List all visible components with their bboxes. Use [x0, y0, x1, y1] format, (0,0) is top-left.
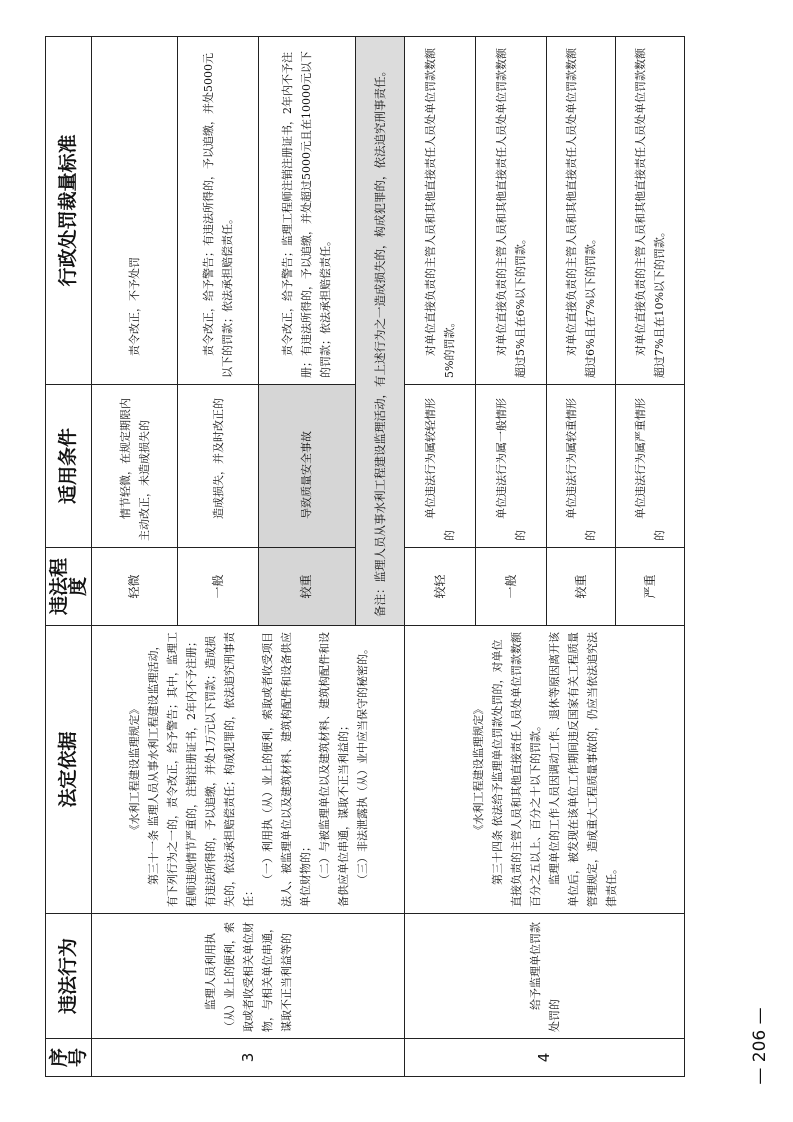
table-row: [405, 37, 476, 1077]
act-cell: [92, 914, 405, 1039]
degree-cell: 一般: [476, 548, 547, 626]
basis-cell: [405, 626, 685, 914]
cond-text: 单位违法行为属较轻情形的: [424, 398, 457, 541]
act-cell: [405, 914, 685, 1039]
cond-text: 单位违法行为属较重情形的: [565, 398, 598, 541]
std-cell: [616, 37, 685, 385]
seq-cell: 3: [92, 1039, 405, 1077]
basis-title: 《水利工程建设监理规定》: [127, 703, 141, 836]
degree-cell: 轻微: [92, 548, 178, 626]
std-cell: [547, 37, 616, 385]
degree-cell: 严重: [616, 548, 685, 626]
cond-cell: [616, 385, 685, 548]
cond-text: 导致质量安全事故: [300, 431, 314, 519]
penalty-table: [45, 36, 685, 1077]
basis-para: （三）非法泄露执（从）业中应当保守的秘密的。: [355, 643, 369, 885]
basis-para: 第三十四条 依法给予监理单位罚款处罚的，对单位直接负责的主管人员和其他直接责任人员处单位罚款数额百分之五以上、百分之十以下的罚款。: [490, 632, 542, 907]
page-number: [740, 1006, 780, 1086]
degree-cell: 较重: [258, 548, 355, 626]
degree-cell: 较轻: [405, 548, 476, 626]
cond-cell: [405, 385, 476, 548]
std-cell: [258, 37, 355, 385]
table-row: [92, 37, 178, 1077]
cond-cell: [258, 385, 355, 548]
std-text: 责令改正，给予警告；有违法所得的，予以追缴，并处5000元以下的罚款；依法承担赔偿责任。: [202, 53, 235, 378]
cond-cell: [476, 385, 547, 548]
cond-cell: [178, 385, 259, 548]
std-text: 对单位直接负责的主管人员和其他直接责任人员处单位罚款数额5%的罚款。: [424, 48, 457, 378]
std-cell: [178, 37, 259, 385]
header-degree: 违法程度: [46, 548, 92, 626]
cond-text: 造成损失，并及时改正的: [211, 398, 225, 519]
std-text: 对单位直接负责的主管人员和其他直接责任人员处单位罚款数额超过7%且在10%以下的罚款。: [634, 48, 667, 378]
cond-text: 单位违法行为属严重情形的: [634, 398, 667, 541]
basis-para: （一）利用执（从）业上的便利，索取或者收受项目法人、被监理单位以及建筑材料、建筑构配件和设备供应单位财物的；: [260, 632, 312, 907]
rotated-page: [45, 37, 685, 1077]
cond-cell: [92, 385, 178, 548]
cond-text: 情节轻微，在规定期限内主动改正，未造成损失的: [118, 398, 151, 541]
basis-cell: [92, 626, 405, 914]
act-text: 监理人员利用执（从）业上的便利，索取或者收受相关单位财物，与相关单位串通，谋取不正当利益等的: [203, 922, 293, 1032]
std-text: 对单位直接负责的主管人员和其他直接责任人员处单位罚款数额超过5%且在6%以下的罚款。: [495, 48, 528, 378]
std-text: 对单位直接负责的主管人员和其他直接责任人员处单位罚款数额超过6%且在7%以下的罚款。: [565, 48, 598, 378]
std-cell: [405, 37, 476, 385]
header-row: [46, 37, 92, 1077]
degree-cell: 较重: [547, 548, 616, 626]
cond-cell: [547, 385, 616, 548]
header-basis: 法定依据: [46, 626, 92, 914]
note-cell: 备注：监理人员从事水利工程建设监理活动，有上述行为之一造成损失的，构成犯罪的，依法追究刑事责任。: [355, 37, 404, 626]
basis-para: （二）与被监理单位以及建筑材料、建筑构配件和设备供应单位串通，谋取不正当利益的；: [317, 632, 350, 907]
header-std: 行政处罚裁量标准: [46, 37, 92, 385]
basis-para: 监理单位的工作人员因调动工作、退休等原因离开该单位后，被发现在该单位工作期间违反国家有关工程质量管理规定，造成重大工程质量事故的，仍应当依法追究法律责任。: [547, 632, 618, 907]
std-cell: [476, 37, 547, 385]
basis-title: 《水利工程建设监理规定》: [471, 703, 485, 836]
degree-cell: 一般: [178, 548, 259, 626]
header-seq: 序号: [46, 1039, 92, 1077]
header-cond: 适用条件: [46, 385, 92, 548]
page-number-text: — 206 —: [750, 1007, 770, 1085]
std-text: 责令改正，给予警告；监理工程师注销注册证书，2年内不予注册；有违法所得的，予以追缴，并处超过5000元且在10000元以下的罚款；依法承担赔偿责任。: [281, 51, 333, 378]
act-text: 给予监理单位罚款处罚的: [528, 922, 561, 1032]
seq-cell: 4: [405, 1039, 685, 1077]
header-act: 违法行为: [46, 914, 92, 1039]
std-text: 责令改正，不予处罚: [128, 257, 142, 356]
cond-text: 单位违法行为属一般情形的: [495, 398, 528, 541]
basis-para: 第三十一条 监理人员从事水利工程建设监理活动，有下列行为之一的，责令改正，给予警告；其中，监理工程师违规情节严重的，注销注册证书，2年内不予注册；有违法所得的，予以追缴，并处1万元以下罚款；造成损失的，依法承担赔偿责任；构成犯罪的，依法追究刑事责任：: [146, 632, 255, 907]
std-cell: [92, 37, 178, 385]
